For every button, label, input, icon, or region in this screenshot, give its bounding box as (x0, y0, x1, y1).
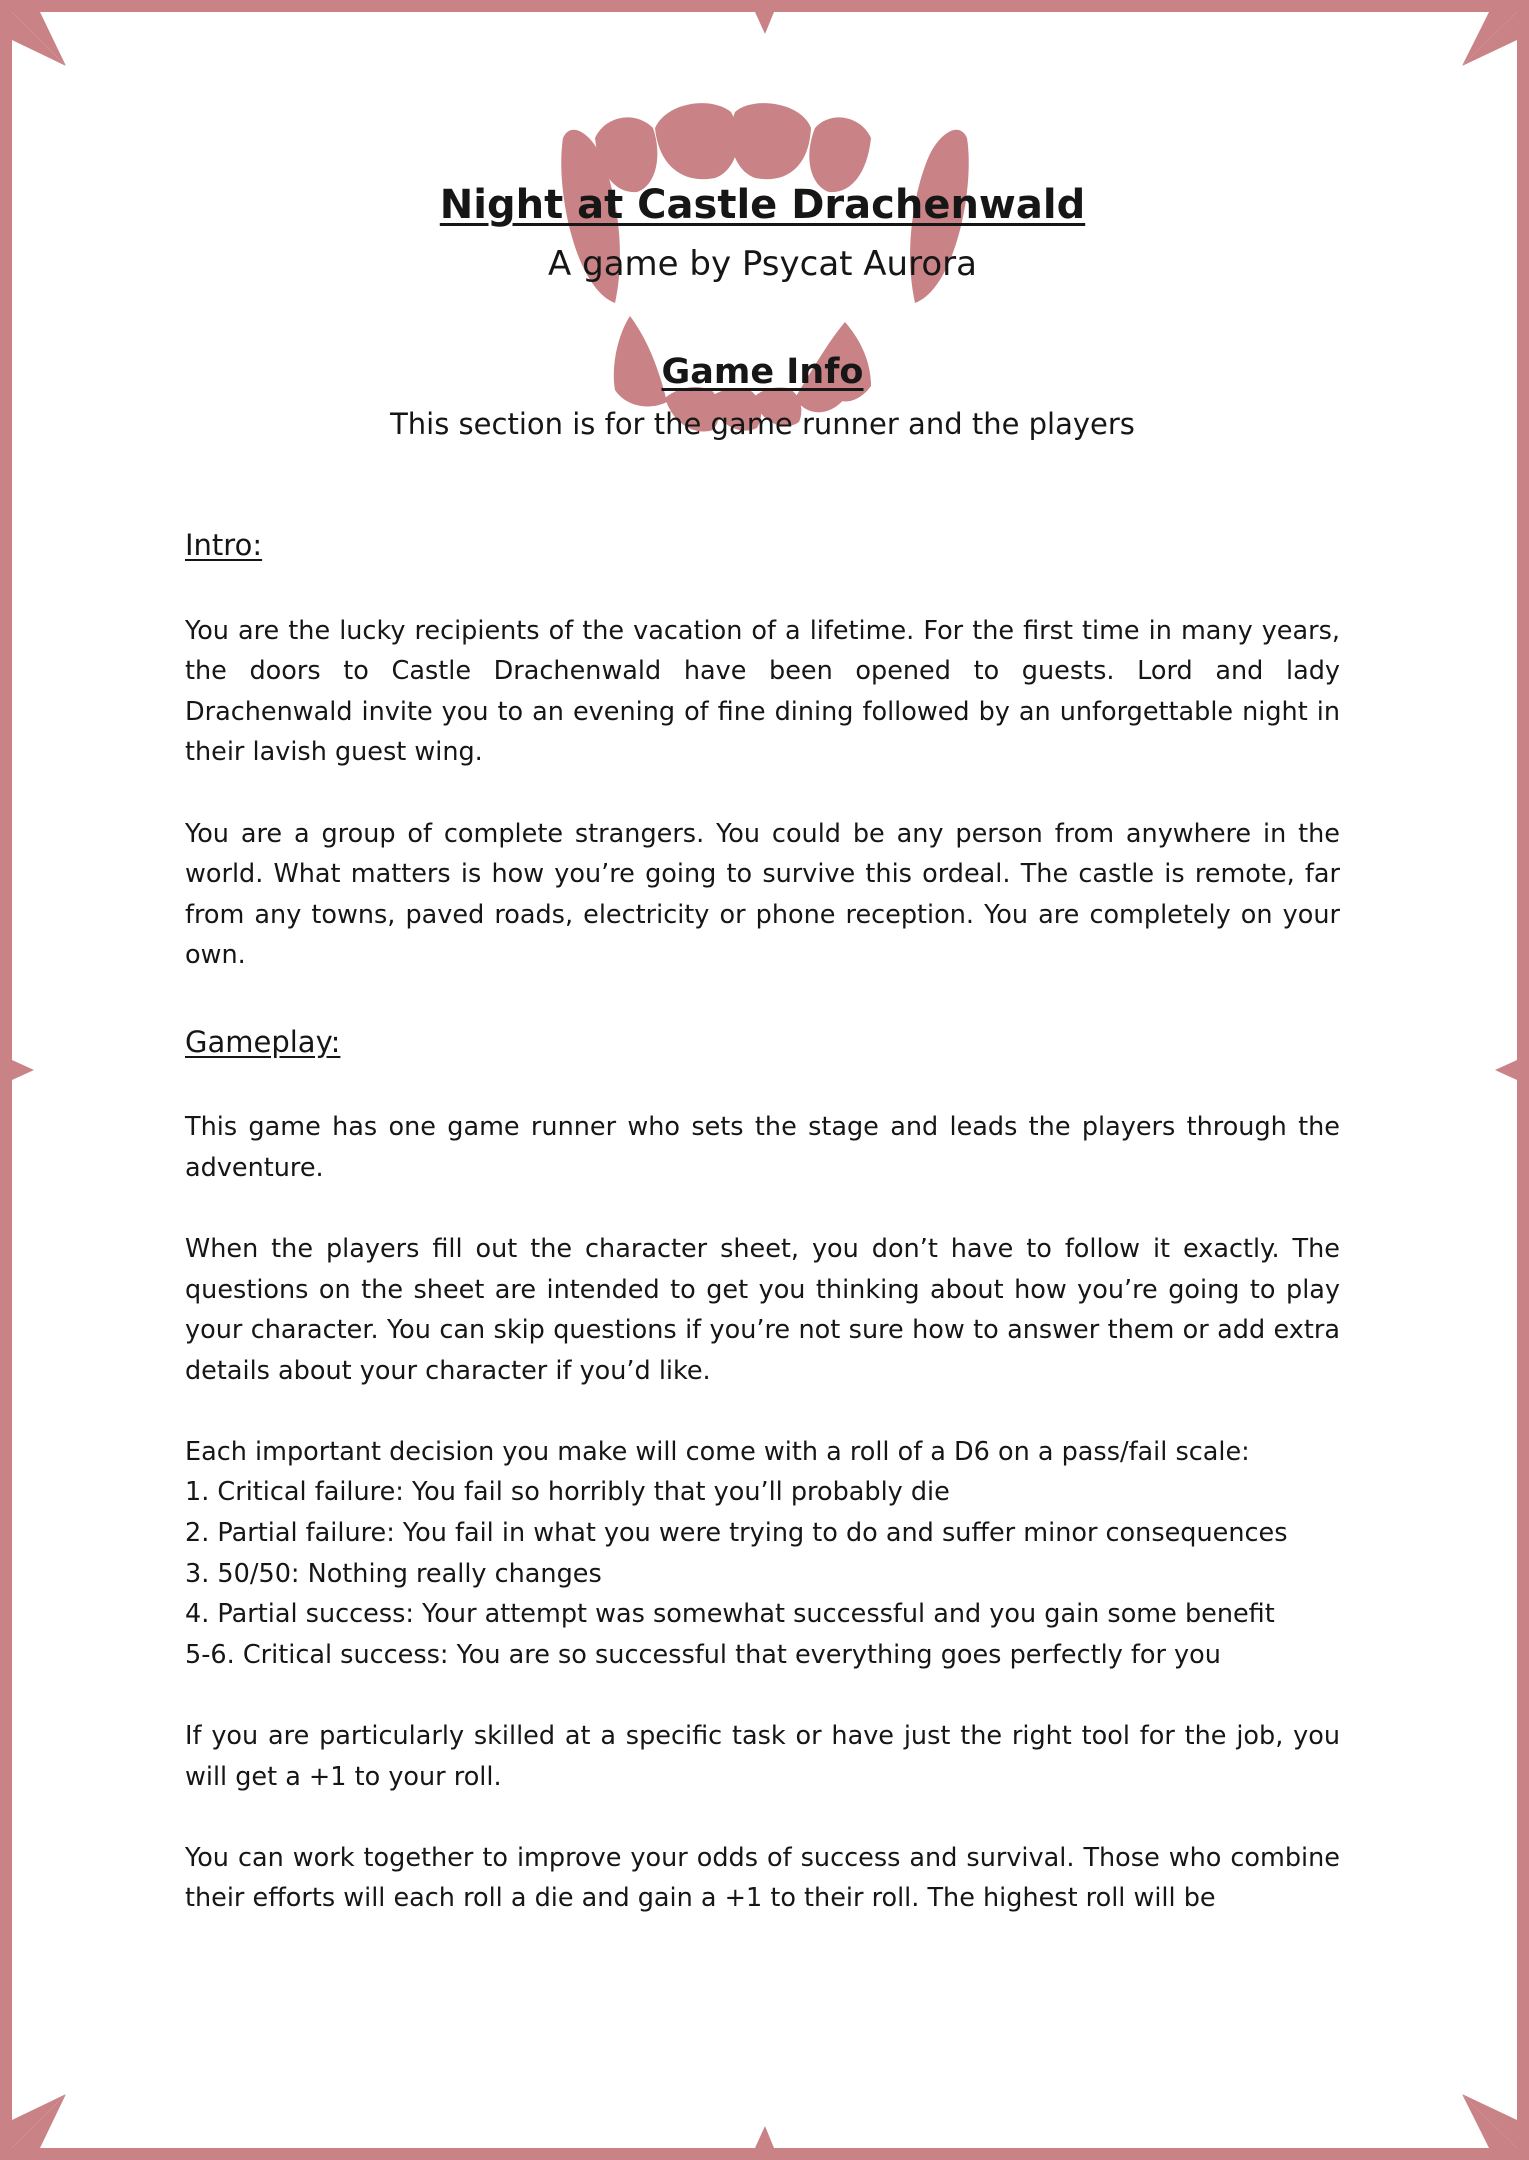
roll-intro: Each important decision you make will come with a roll of a D6 on a pass/fail scale: (185, 1436, 1250, 1467)
gameplay-paragraph: You can work together to improve your odds of success and survival. Those who combine their efforts will each roll a die and gain a +1 to their roll. The highest roll will be (185, 1842, 1340, 1914)
list-item: 1. Critical failure: You fail so horribly that you’ll probably die (185, 1477, 950, 1508)
list-item: 4. Partial success: Your attempt was somewhat successful and you gain some benefit (185, 1599, 1275, 1630)
list-item: 3. 50/50: Nothing really changes (185, 1558, 602, 1589)
section-subtitle: This section is for the game runner and the players (390, 407, 1135, 441)
intro-paragraph: You are the lucky recipients of the vacation of a lifetime. For the first time in many years, the doors to Castle Drachenwald have been opened to guests. Lord and lady Drachenwald invite you to an evening of fine dining followed by an unforgettable night in their lavish guest wing. (185, 615, 1340, 768)
gameplay-paragraph: If you are particularly skilled at a specific task or have just the right tool for the job, you will get a +1 to your roll. (185, 1721, 1340, 1792)
list-item: 5-6. Critical success: You are so successful that everything goes perfectly for you (185, 1639, 1221, 1670)
gameplay-heading: Gameplay: (185, 1024, 341, 1059)
section-title: Game Info (661, 352, 864, 392)
roll-outcome-list (185, 1472, 1340, 1675)
intro-paragraph: You are a group of complete strangers. You could be any person from anywhere in the world. What matters is how you’re going to survive this ordeal. The castle is remote, far from any towns, paved roads, electricity or phone reception. You are completely on your own. (185, 818, 1340, 971)
gameplay-paragraph: When the players fill out the character sheet, you don’t have to follow it exactly. The questions on the sheet are intended to get you thinking about how you’re going to play your character. You can skip questions if you’re not sure how to answer them or add extra details about your character if you’d like. (185, 1233, 1340, 1386)
document-author-line: A game by Psycat Aurora (548, 244, 977, 284)
document-title: Night at Castle Drachenwald (439, 182, 1086, 228)
list-item: 2. Partial failure: You fail in what you were trying to do and suffer minor consequences (185, 1518, 1288, 1549)
roll-rules (185, 1432, 1340, 1676)
body-text (185, 520, 1340, 1919)
gameplay-paragraph: This game has one game runner who sets the stage and leads the players through the adventure. (185, 1112, 1340, 1183)
intro-heading: Intro: (185, 528, 263, 562)
